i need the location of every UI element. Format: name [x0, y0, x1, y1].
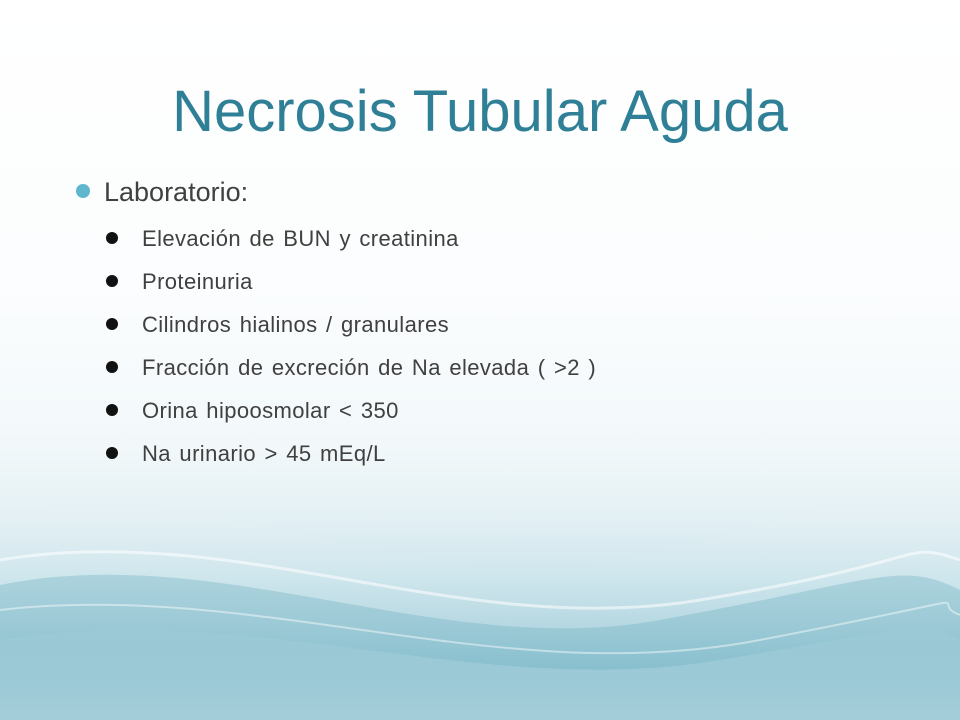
bullet-content — [72, 172, 912, 475]
list-item-text: Na urinario > 45 mEq/L — [142, 441, 386, 466]
list-item — [72, 432, 912, 475]
list-item — [72, 217, 912, 260]
list-item-text: Orina hipoosmolar < 350 — [142, 398, 399, 423]
bullet-icon — [106, 232, 118, 244]
slide-title: Necrosis Tubular Aguda — [172, 79, 788, 144]
section-label: Laboratorio: — [104, 177, 249, 207]
list-item — [72, 346, 912, 389]
bullet-icon — [106, 361, 118, 373]
list-item-text: Elevación de BUN y creatinina — [142, 226, 459, 251]
bullet-icon — [106, 318, 118, 330]
list-item — [72, 260, 912, 303]
bullet-icon — [106, 275, 118, 287]
bullet-icon — [76, 184, 90, 198]
bullet-list — [72, 217, 912, 475]
list-item — [72, 303, 912, 346]
list-item — [72, 389, 912, 432]
list-item-text: Cilindros hialinos / granulares — [142, 312, 449, 337]
section-heading — [72, 172, 912, 216]
list-item-text: Proteinuria — [142, 269, 253, 294]
list-item-text: Fracción de excreción de Na elevada ( >2 ) — [142, 355, 597, 380]
bullet-icon — [106, 447, 118, 459]
bullet-icon — [106, 404, 118, 416]
